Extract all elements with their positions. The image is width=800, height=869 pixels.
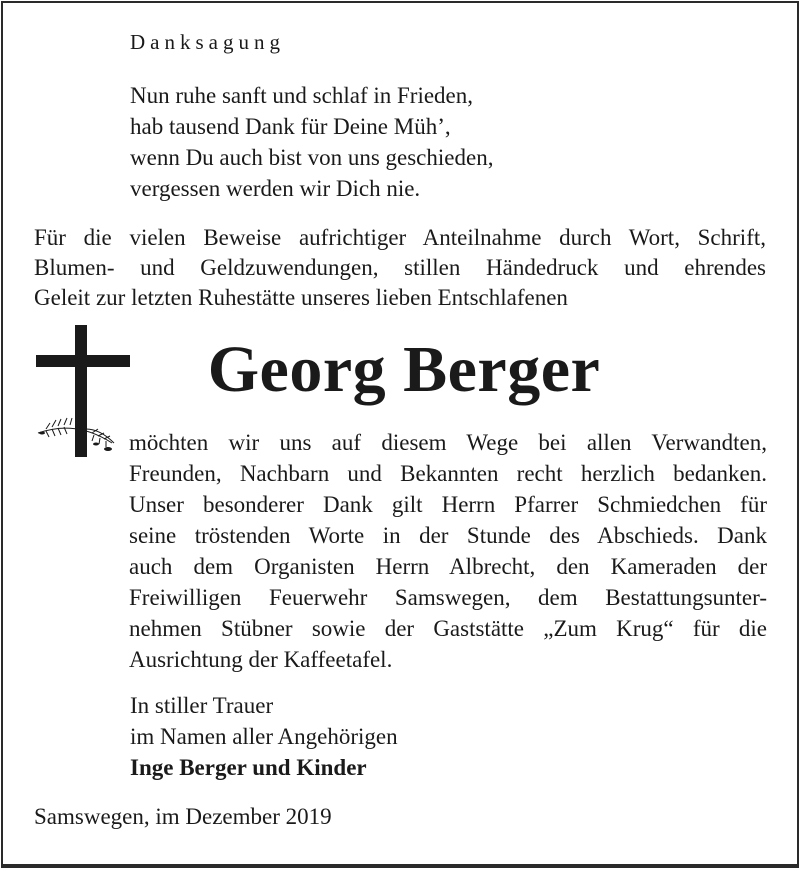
intro-line: Blumen- und Geldzuwendungen, stillen Händedruck und ehrendes — [34, 255, 766, 280]
place-date: Samswegen, im Dezember 2019 — [34, 804, 332, 829]
poem-line: hab tausend Dank für Deine Müh’, — [130, 114, 451, 139]
heading: Danksagung — [130, 30, 285, 54]
intro-line: Für die vielen Beweise aufrichtiger Anteilnahme durch Wort, Schrift, — [34, 225, 766, 250]
poem-line: Nun ruhe sanft und schlaf in Frieden, — [130, 83, 474, 108]
body-line: Freiwilligen Feuerwehr Samswegen, dem Bestattungsunter- — [129, 585, 767, 610]
body-line: auch dem Organisten Herrn Albrecht, den Kameraden der — [129, 554, 767, 579]
poem — [130, 80, 493, 204]
body-line: Ausrichtung der Kaffeetafel. — [129, 647, 393, 672]
signer-name: Inge Berger und Kinder — [130, 755, 367, 780]
intro-line: Geleit zur letzten Ruhestätte unseres lieben Entschlafenen — [34, 285, 568, 310]
body-line: seine tröstenden Worte in der Stunde des Abschieds. Dank — [129, 523, 767, 548]
body-line: möchten wir uns auf diesem Wege bei allen Verwandten, — [129, 430, 767, 455]
body-line: Unser besonderer Dank gilt Herrn Pfarrer Schmiedchen für — [129, 492, 767, 517]
signature-block — [130, 690, 398, 783]
intro-paragraph — [34, 223, 766, 313]
body-line: nehmen Stübner sowie der Gaststätte „Zum Krug“ für die — [129, 616, 767, 641]
signature-line: im Namen aller Angehörigen — [130, 724, 398, 749]
poem-line: wenn Du auch bist von uns geschieden, — [130, 145, 494, 170]
signature-line: In stiller Trauer — [130, 693, 274, 718]
deceased-name: Georg Berger — [207, 333, 601, 406]
body-line: Freunden, Nachbarn und Bekannten recht herzlich bedanken. — [129, 461, 767, 486]
thanks-paragraph — [129, 427, 767, 675]
poem-line: vergessen werden wir Dich nie. — [130, 176, 421, 201]
